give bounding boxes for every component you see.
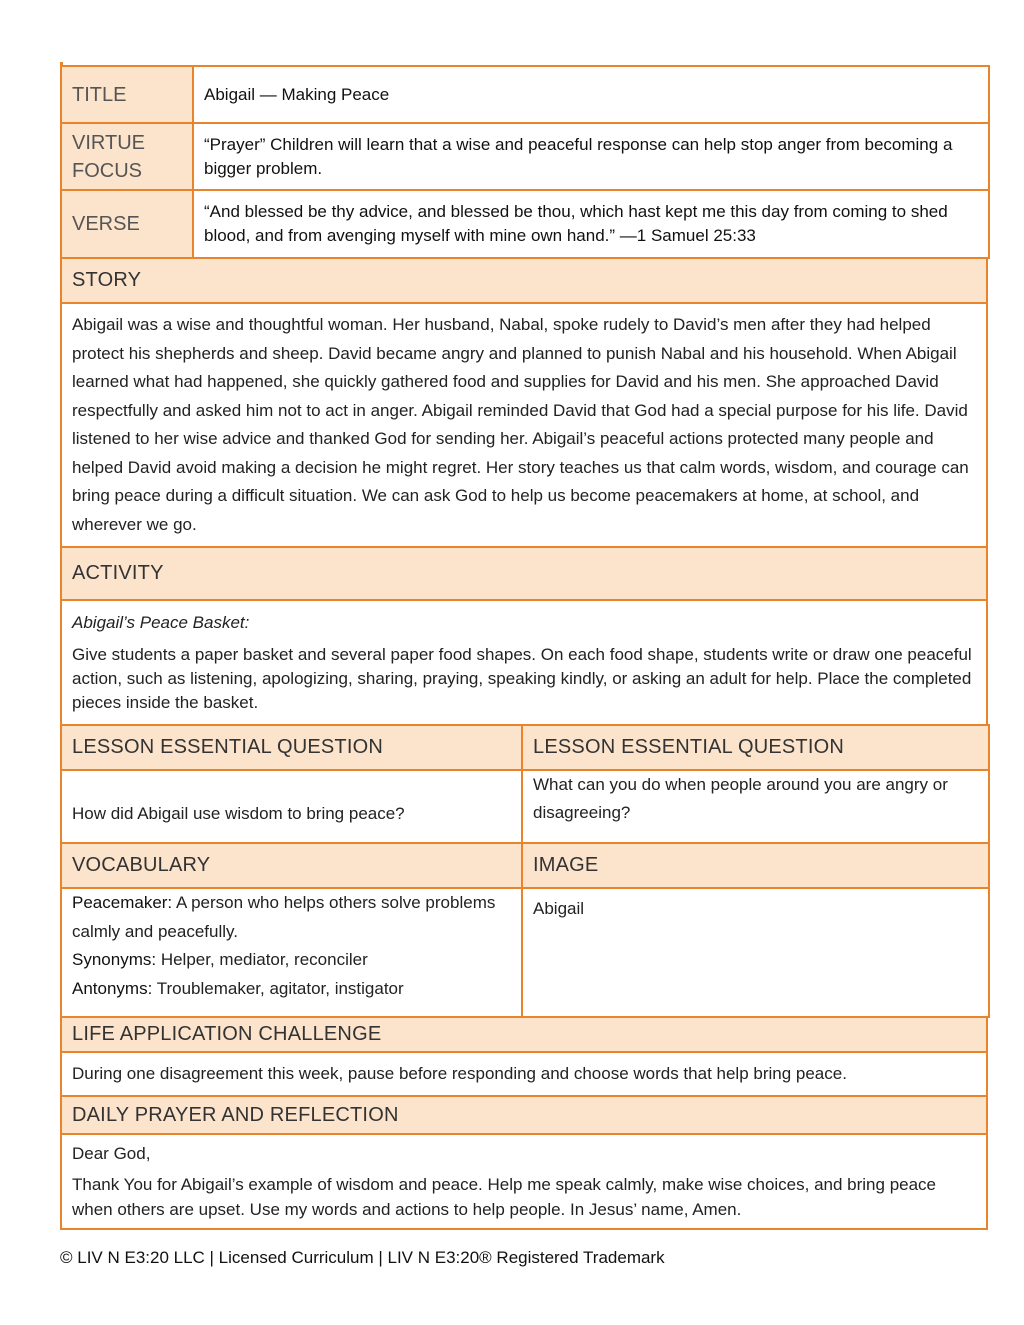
verse-value: “And blessed be thy advice, and blessed be thou, which hast kept me this day from coming to shed blood, and from avenging myself with mine own hand.” —1 Samuel 25:33	[193, 190, 989, 258]
image-caption: Abigail	[522, 888, 989, 1017]
image-heading: IMAGE	[522, 843, 989, 888]
virtue-label-line-1: VIRTUE	[72, 131, 145, 154]
activity-title: Abigail’s Peace Basket:	[72, 612, 250, 632]
verse-label: VERSE	[61, 190, 193, 258]
activity-body	[61, 600, 987, 725]
story-text: Abigail was a wise and thoughtful woman. Her husband, Nabal, spoke rudely to David’s men after they had helped protect his shepherds and sheep. David became angry and planned to punish Nabal and his household. When Abigail learned what had happened, she quickly gathered food and supplies for David and his men. She approached David respectfully and asked him not to act in anger. Abigail reminded David that God had a special purpose for his life. David listened to her wise advice and thanked God for sending her. Abigail’s peaceful actions protected many people and helped David avoid making a decision he might regret. Her story teaches us that calm words, wisdom, and courage can bring peace during a difficult situation. We can ask God to help us become peacemakers at home, at school, and wherever we go.	[61, 303, 987, 547]
vocab-term-synonyms: Synonyms:	[72, 950, 157, 969]
title-value: Abigail — Making Peace	[193, 66, 989, 123]
vocab-def-synonyms: Helper, mediator, reconciler	[156, 950, 368, 969]
vocab-term-peacemaker: Peacemaker:	[72, 893, 173, 912]
vocabulary-body	[61, 888, 522, 1017]
lesson-question-right: What can you do when people around you are angry or disagreeing?	[522, 770, 989, 843]
vocabulary-heading: VOCABULARY	[61, 843, 522, 888]
activity-heading: ACTIVITY	[61, 547, 987, 600]
vocab-peacemaker	[72, 889, 511, 946]
prayer-heading: DAILY PRAYER AND REFLECTION	[61, 1096, 987, 1134]
vocab-synonyms	[72, 946, 511, 975]
story-heading: STORY	[61, 258, 987, 303]
copyright-footer: © LIV N E3:20 LLC | Licensed Curriculum | LIV N E3:20® Registered Trademark	[60, 1248, 665, 1267]
prayer-section	[60, 1095, 988, 1230]
vocab-term-antonyms: Antonyms:	[72, 978, 153, 998]
lesson-plan	[60, 65, 988, 1230]
activity-text: Give students a paper basket and several paper food shapes. On each food shape, students write or draw one peaceful action, such as listening, apologizing, sharing, praying, speaking kindly, or asking an adult for help. Place the completed pieces inside the basket.	[72, 644, 972, 712]
lesson-question-left: How did Abigail use wisdom to bring peace?	[61, 770, 522, 843]
lesson-header-table	[60, 65, 990, 259]
lesson-question-heading-right: LESSON ESSENTIAL QUESTION	[522, 725, 989, 770]
questions-vocabulary-table	[60, 724, 990, 1018]
virtue-focus-label	[61, 123, 193, 190]
prayer-body	[61, 1134, 987, 1229]
challenge-heading: LIFE APPLICATION CHALLENGE	[61, 1017, 987, 1052]
story-section	[60, 257, 988, 548]
virtue-label-line-2: FOCUS	[72, 159, 142, 182]
challenge-text: During one disagreement this week, pause before responding and choose words that help bring peace.	[61, 1052, 987, 1096]
vocab-def-peacemaker: A person who helps others solve problems calmly and peacefully.	[72, 893, 496, 941]
vocab-antonyms	[72, 975, 511, 1004]
prayer-text: Thank You for Abigail’s example of wisdom and peace. Help me speak calmly, make wise choices, and bring peace when others are upset. Use my words and actions to help people. In Jesus’ name, Amen.	[72, 1175, 937, 1219]
vocab-def-antonyms: Troublemaker, agitator, instigator	[152, 978, 404, 998]
challenge-section	[60, 1016, 988, 1097]
lesson-question-heading-left: LESSON ESSENTIAL QUESTION	[61, 725, 522, 770]
prayer-greeting: Dear God,	[72, 1144, 151, 1163]
title-label: TITLE	[61, 66, 193, 123]
virtue-focus-value: “Prayer” Children will learn that a wise and peaceful response can help stop anger from becoming a bigger problem.	[193, 123, 989, 190]
activity-section	[60, 546, 988, 726]
